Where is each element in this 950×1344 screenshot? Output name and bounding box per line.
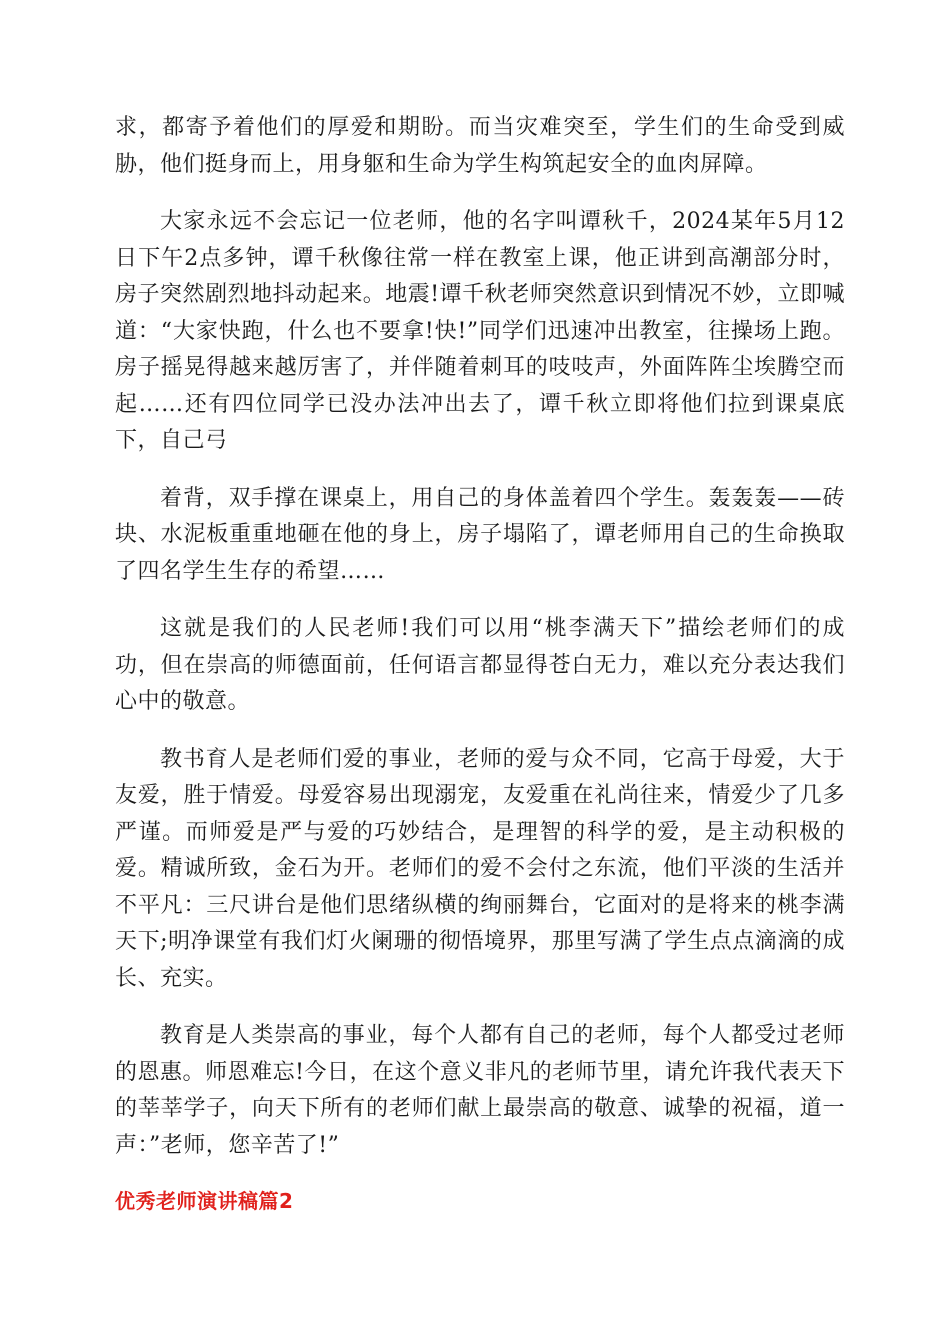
paragraph-1: 求，都寄予着他们的厚爱和期盼。而当灾难突至，学生们的生命受到威胁，他们挺身而上，用身躯和生命为学生构筑起安全的血肉屏障。 [115,115,845,177]
document-body [115,110,845,1217]
paragraph-3: 着背，双手撑在课桌上，用自己的身体盖着四个学生。轰轰轰——砖块、水泥板重重地砸在他的身上，房子塌陷了，谭老师用自己的生命换取了四名学生生存的希望…… [115,485,845,584]
paragraph-5: 教书育人是老师们爱的事业，老师的爱与众不同，它高于母爱，大于友爱，胜于情爱。母爱容易出现溺宠，友爱重在礼尚往来，情爱少了几多严谨。而师爱是严与爱的巧妙结合，是理智的科学的爱，是主动积极的爱。精诚所致，金石为开。老师们的爱不会付之东流，他们平淡的生活并不平凡：三尺讲台是他们思绪纵横的绚丽舞台，它面对的是将来的桃李满天下;明净课堂有我们灯火阑珊的彻悟境界，那里写满了学生点点滴滴的成长、充实。 [115,746,845,991]
paragraph-4: 这就是我们的人民老师!我们可以用“桃李满天下”描绘老师们的成功，但在崇高的师德面前，任何语言都显得苍白无力，难以充分表达我们心中的敬意。 [115,616,845,714]
paragraph-6: 教育是人类崇高的事业，每个人都有自己的老师，每个人都受过老师的恩惠。师恩难忘!今日，在这个意义非凡的老师节里，请允许我代表天下的莘莘学子，向天下所有的老师们献上最崇高的敬意、诚挚的祝福，道一声：”老师，您辛苦了!” [115,1023,845,1158]
paragraph-2: 大家永远不会忘记一位老师，他的名字叫谭秋千，2024某年5月12日下午2点多钟，谭千秋像往常一样在教室上课，他正讲到高潮部分时，房子突然剧烈地抖动起来。地震!谭千秋老师突然意识到情况不妙，立即喊道：“大家快跑，什么也不要拿!快!”同学们迅速冲出教室，往操场上跑。房子摇晃得越来越厉害了，并伴随着刺耳的吱吱声，外面阵阵尘埃腾空而起……还有四位同学已没办法冲出去了，谭千秋立即将他们拉到课桌底下，自己弓 [115,209,845,453]
section-heading: 优秀老师演讲稿篇2 [115,1189,294,1213]
